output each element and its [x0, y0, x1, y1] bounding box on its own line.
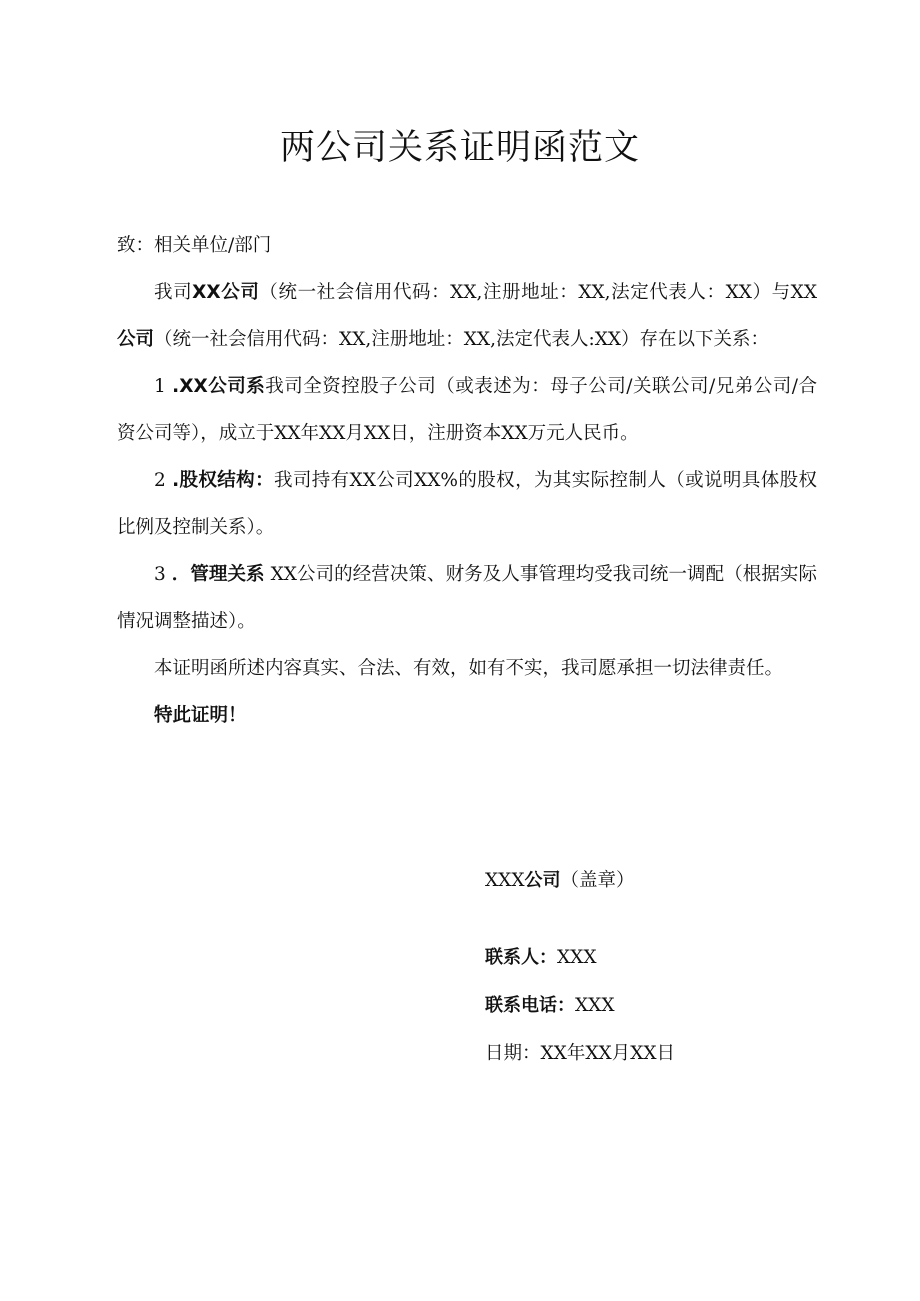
- relation-item-3: [117, 551, 817, 645]
- item-number: 1: [154, 376, 166, 397]
- seal-note: （盖章）: [560, 870, 635, 891]
- item-number: 3: [154, 564, 166, 585]
- letter-body: [117, 222, 817, 739]
- item-label: ．管理关系: [171, 564, 265, 585]
- phone-value: XXX: [575, 995, 615, 1016]
- item-text: XX公司的经营决策、财务及人事管理均受我司统一调配（根据实际情况调整描述）。: [117, 564, 817, 632]
- item-number: 2: [154, 470, 166, 491]
- signature-date: [485, 1039, 865, 1069]
- company-suffix-bold: 公司: [524, 870, 561, 891]
- item-text: 我司全资控股子公司（或表述为：母子公司/关联公司/兄弟公司/合资公司等），成立于XX年XX月XX日，注册资本XX万元人民币。: [117, 376, 817, 444]
- company-a-name: XX公司: [192, 282, 260, 303]
- contact-value: XXX: [557, 947, 597, 968]
- document-title: 两公司关系证明函范文: [279, 128, 640, 168]
- date-label: 日期：: [485, 1043, 541, 1064]
- relation-item-1: [117, 363, 817, 457]
- closing-line: 特此证明！: [154, 705, 247, 726]
- phone-label: 联系电话：: [485, 995, 575, 1016]
- statement-paragraph: 本证明函所述内容真实、合法、有效，如有不实，我司愿承担一切法律责任。: [154, 658, 784, 679]
- item-label: .XX公司系: [172, 376, 266, 397]
- relation-item-2: [117, 457, 817, 551]
- signature-company: [485, 866, 865, 896]
- signature-contact: [485, 943, 865, 973]
- intro-text-1: 我司: [154, 282, 193, 303]
- intro-text-2: （统一社会信用代码：XX,注册地址：XX,法定代表人：XX）与XX: [259, 282, 817, 303]
- item-text: 我司持有XX公司XX%的股权，为其实际控制人（或说明具体股权比例及控制关系）。: [117, 470, 817, 538]
- contact-label: 联系人：: [485, 947, 557, 968]
- intro-paragraph: [117, 269, 817, 363]
- salutation: 致：相关单位/部门: [117, 235, 272, 256]
- signature-phone: [485, 991, 865, 1021]
- item-label: .股权结构：: [172, 470, 274, 491]
- intro-text-3: （统一社会信用代码：XX,注册地址：XX,法定代表人:XX）存在以下关系：: [154, 329, 770, 350]
- date-value: XX年XX月XX日: [540, 1043, 676, 1064]
- company-prefix: XXX: [485, 870, 525, 891]
- company-b-name: 公司: [117, 329, 155, 350]
